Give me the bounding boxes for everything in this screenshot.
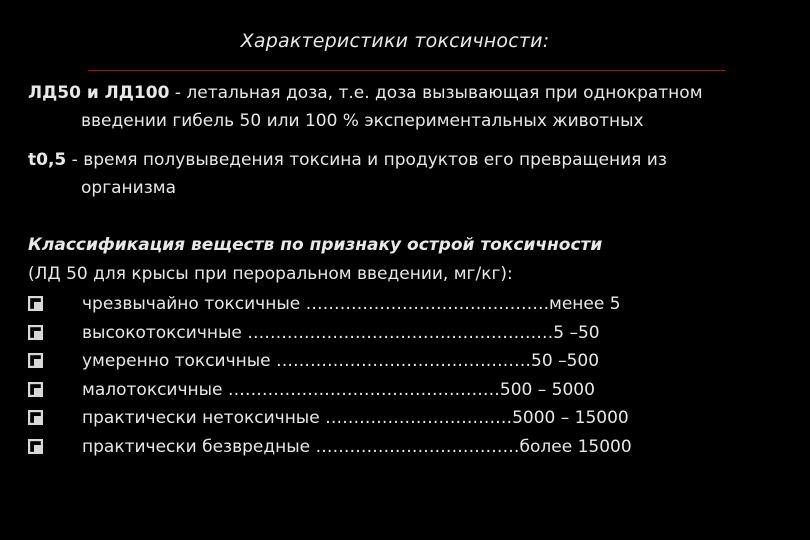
list-item (28, 376, 798, 405)
list-item (28, 404, 798, 433)
list-item (28, 319, 798, 348)
list-item-text: малотоксичные …………………………………………500 – 5000 (82, 379, 595, 400)
definition-ld-term: ЛД50 и ЛД100 (28, 83, 170, 103)
checkbox-bullet-icon (28, 325, 43, 340)
list-item-text: высокотоксичные ………………………………………………5 –50 (82, 322, 600, 343)
definition-ld (28, 79, 798, 135)
list-item-text: практически безвредные ………………………………более 15000 (82, 436, 632, 457)
checkbox-bullet-icon (28, 296, 43, 311)
list-item-text: чрезвычайно токсичные …………………………………….менее 5 (82, 294, 621, 314)
classification-subheading: (ЛД 50 для крысы при пероральном введении, мг/кг): (28, 264, 513, 284)
checkbox-bullet-icon (28, 353, 43, 368)
definition-half-life-term: t0,5 (28, 150, 67, 170)
list-item-text: умеренно токсичные ………………………………………50 –500 (82, 351, 600, 372)
definition-ld-line2: введении гибель 50 или 100 % экспериментальных животных (81, 111, 644, 131)
definition-ld-text: - летальная доза, т.е. доза вызывающая при однократном (169, 83, 703, 103)
definition-half-life-line2: организма (81, 178, 176, 198)
title-divider (88, 70, 726, 71)
checkbox-bullet-icon (28, 439, 43, 454)
definition-half-life-text: - время полувыведения токсина и продуктов его превращения из (66, 150, 667, 170)
classification-heading: Классификация веществ по признаку острой токсичности (28, 235, 603, 255)
checkbox-bullet-icon (28, 410, 43, 425)
classification-list (28, 290, 798, 462)
list-item (28, 290, 798, 319)
definition-ld-line1 (28, 79, 798, 107)
definition-half-life (28, 146, 798, 202)
list-item (28, 347, 798, 376)
slide-title: Характеристики токсичности: (240, 30, 550, 52)
checkbox-bullet-icon (28, 382, 43, 397)
definition-half-life-line1 (28, 146, 798, 174)
list-item-text: практически нетоксичные ……………………………5000 – 15000 (82, 408, 629, 429)
list-item (28, 433, 798, 462)
